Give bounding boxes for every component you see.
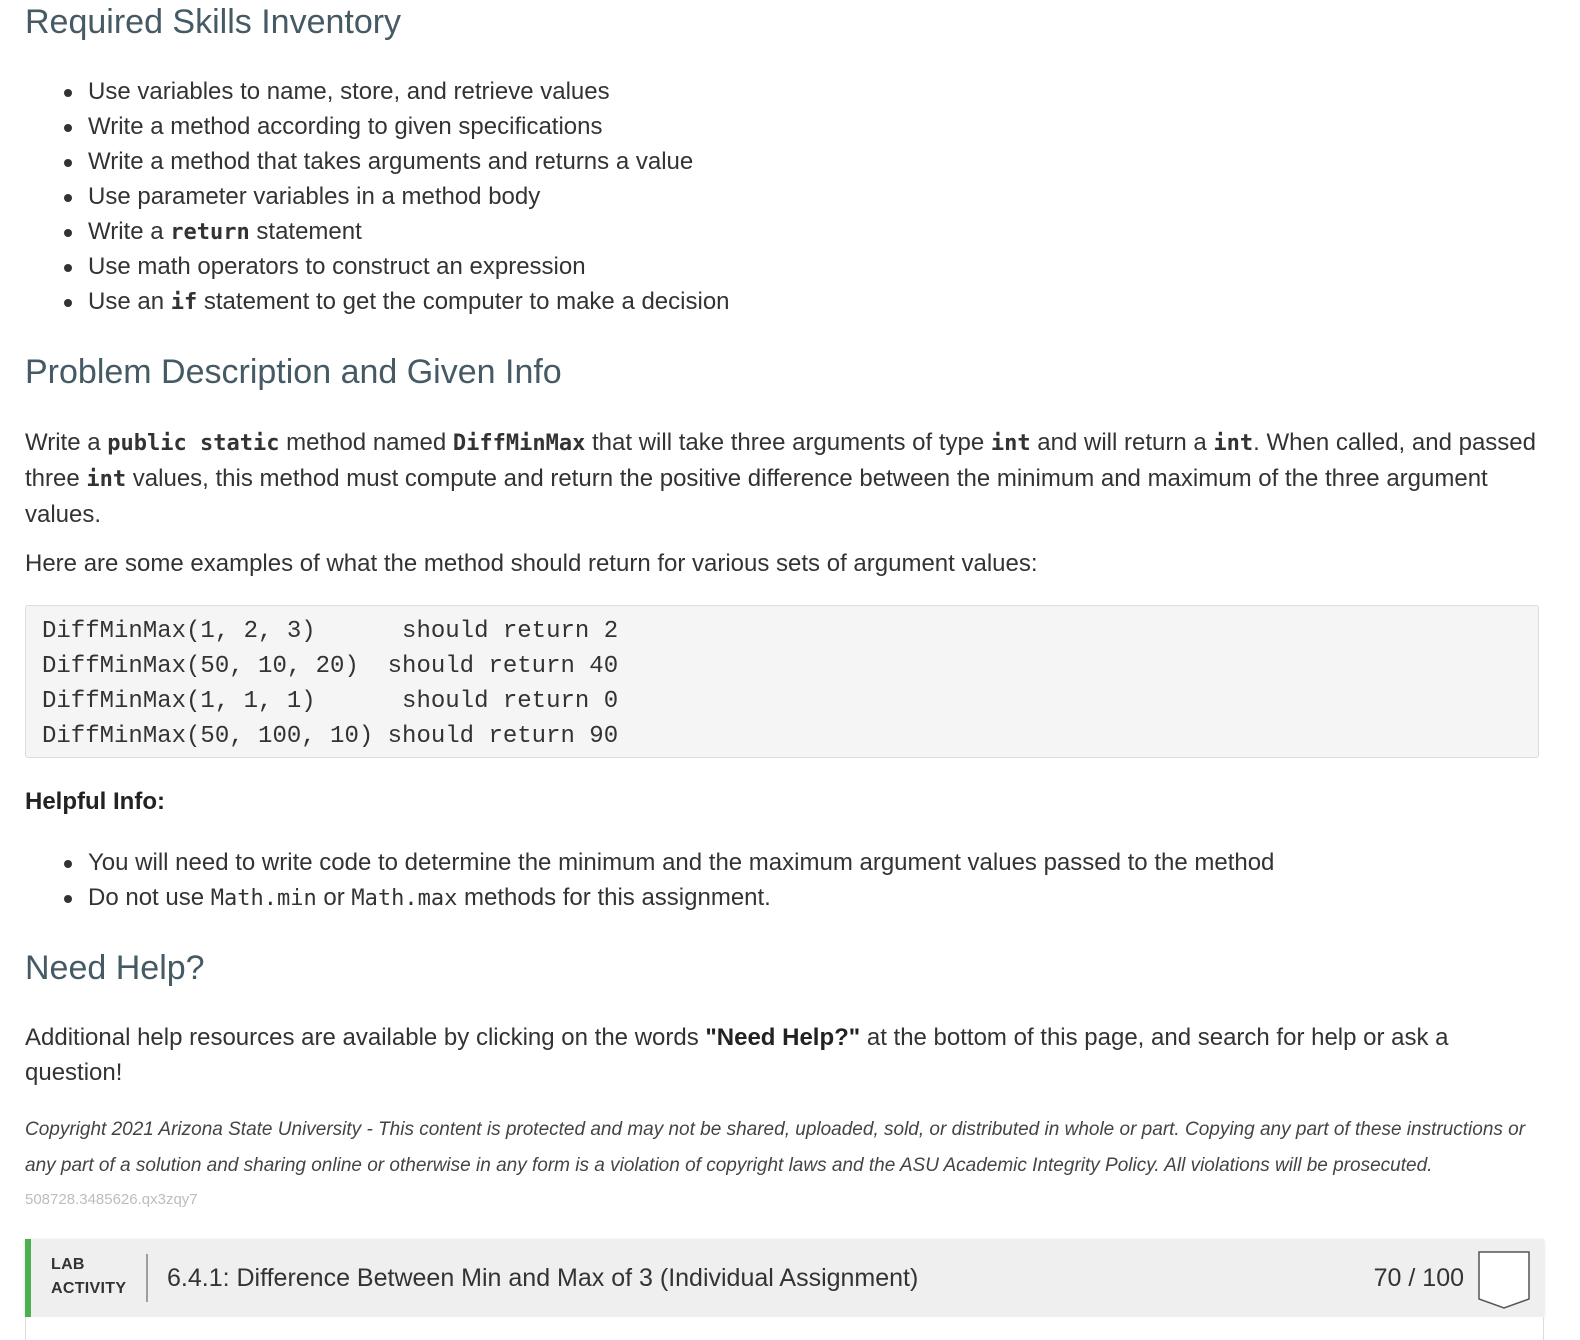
copyright-notice: Copyright 2021 Arizona State University - This content is protected and may not be shared, uploaded, sold, or distributed in whole or part. Copying any part of these instructions or any part of a solution and sharing online or otherwise in any form is a violation of copyright laws and the ASU Academic Integrity Policy. All violations will be prosecuted.	[25, 1119, 1526, 1176]
list-item	[88, 74, 730, 109]
inline-code: int	[86, 467, 127, 492]
skill-text: Use variables to name, store, and retrieve values	[88, 78, 610, 105]
list-item	[88, 214, 730, 249]
skill-text: Use parameter variables in a method body	[88, 183, 541, 210]
inline-code: DiffMinMax	[452, 431, 586, 456]
need-help-heading: Need Help?	[25, 949, 205, 987]
inline-code: int	[990, 431, 1031, 456]
problem-heading: Problem Description and Given Info	[25, 353, 562, 391]
inline-code: Math.max	[351, 886, 458, 911]
text-span: or	[316, 884, 352, 911]
skill-text: Use math operators to construct an expression	[88, 253, 586, 280]
text-span: Additional help resources are available by clicking on the words	[25, 1024, 706, 1051]
code-line: DiffMinMax(50, 100, 10) should return 90	[42, 723, 619, 750]
skill-text: Write a method according to given specifications	[88, 113, 603, 140]
lab-label-line2: ACTIVITY	[51, 1280, 127, 1297]
help-text	[25, 1020, 1545, 1090]
text-span: at the bottom of this page, and search for help or ask a question!	[25, 1024, 1449, 1086]
text-span: methods for this assignment.	[457, 884, 771, 911]
inline-code: int	[1213, 431, 1254, 456]
need-help-strong: "Need Help?"	[705, 1024, 861, 1051]
lab-activity-header[interactable]	[25, 1239, 1544, 1317]
text-span: method named	[279, 429, 453, 456]
code-line: DiffMinMax(1, 2, 3) should return 2	[42, 618, 619, 645]
skill-text: statement to get the computer to make a decision	[197, 288, 730, 315]
skills-list	[88, 74, 730, 319]
helpful-text: You will need to write code to determine the minimum and the maximum argument values passed to the method	[88, 849, 1275, 876]
badge-outline-icon	[1478, 1251, 1530, 1309]
lab-label-line1: LAB	[51, 1256, 85, 1273]
inline-code: Math.min	[210, 886, 317, 911]
code-line: DiffMinMax(1, 1, 1) should return 0	[42, 688, 619, 715]
text-span: and will return a	[1030, 429, 1214, 456]
helpful-list	[88, 845, 1274, 915]
text-span: Do not use	[88, 884, 211, 911]
reference-id: 508728.3485626.qx3zqy7	[25, 1191, 198, 1208]
examples-intro: Here are some examples of what the method should return for various sets of argument values:	[25, 550, 1038, 577]
inline-code: return	[170, 220, 250, 245]
text-span: values, this method must compute and return the positive difference between the minimum and maximum of the three argument values.	[25, 465, 1488, 528]
list-item	[88, 845, 1274, 880]
skill-text: statement	[249, 218, 362, 245]
list-item	[88, 284, 730, 319]
skill-text: Write a	[88, 218, 171, 245]
code-line: DiffMinMax(50, 10, 20) should return 40	[42, 653, 619, 680]
skills-heading: Required Skills Inventory	[25, 3, 402, 41]
list-item	[88, 144, 730, 179]
list-item	[88, 109, 730, 144]
lab-score: 70 / 100	[1373, 1264, 1464, 1292]
skill-text: Write a method that takes arguments and returns a value	[88, 148, 694, 175]
lab-content-area	[25, 1317, 1544, 1340]
divider	[146, 1254, 148, 1302]
lab-title: 6.4.1: Difference Between Min and Max of 3 (Individual Assignment)	[167, 1264, 919, 1292]
inline-code: if	[170, 290, 198, 315]
examples-code-block	[25, 605, 1539, 758]
skill-text: Use an	[88, 288, 171, 315]
list-item	[88, 880, 1274, 915]
text-span: Write a	[25, 429, 108, 456]
text-span: . When called, and passed three	[25, 429, 1536, 492]
lab-activity-label	[51, 1253, 126, 1301]
text-span: that will take three arguments of type	[585, 429, 991, 456]
list-item	[88, 179, 730, 214]
list-item	[88, 249, 730, 284]
problem-description	[25, 425, 1545, 532]
helpful-info-title: Helpful Info:	[25, 788, 165, 815]
inline-code: public static	[107, 431, 280, 456]
